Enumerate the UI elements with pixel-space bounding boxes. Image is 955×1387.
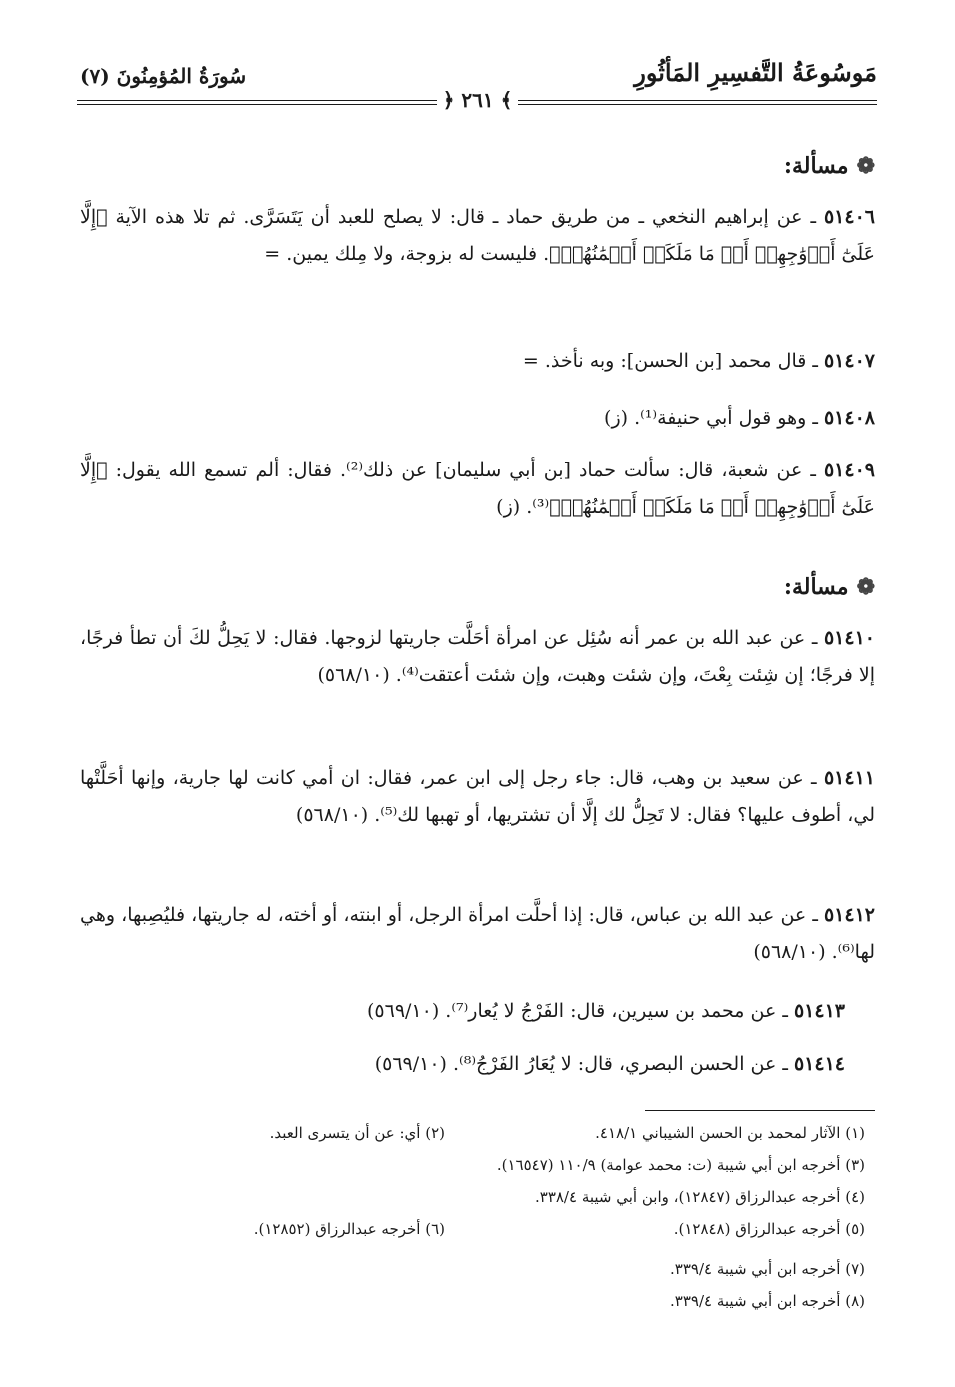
- flower-ornament-icon: ❁: [856, 574, 875, 600]
- footnote-7: (٧) أخرجه ابن أبي شيبة ٣٣٩/٤.: [670, 1260, 865, 1278]
- entry-number: ٥١٤٠٩: [823, 459, 875, 481]
- entry-51413: [80, 993, 845, 1030]
- footnote-1: (١) الآثار لمحمد بن الحسن الشيباني ٤١٨/١.: [595, 1124, 865, 1142]
- page-number: ﴾ ٢٦١ ﴿: [437, 88, 519, 112]
- entry-number: ٥١٤٠٦: [823, 206, 875, 228]
- entry-text: ـ عن شعبة، قال: سألت حماد [بن أبي سليمان] عن ذلك⁽²⁾. فقال: ألم تسمع الله يقول: ﴿إِلَّا عَلَىٰٓ أَزۡوَٰجِهِمۡ أَوۡ مَا مَلَكَتۡ أَيۡمَٰنُهُمۡ﴾⁽³⁾. (ز): [80, 459, 875, 518]
- footnote-8: (٨) أخرجه ابن أبي شيبة ٣٣٩/٤.: [670, 1292, 865, 1310]
- section-heading-1: ❁مسألة:: [783, 153, 875, 179]
- entry-number: ٥١٤١٠: [823, 627, 875, 649]
- entry-51410: [80, 620, 875, 694]
- entry-51409: [80, 452, 875, 526]
- header-rule-top: [77, 100, 877, 101]
- surah-title: سُورَةُ المُؤمِنُونَ (٧): [80, 64, 247, 88]
- footnote-2: (٢) أي: عن أن يتسرى العبد.: [269, 1124, 445, 1142]
- footnote-5: (٥) أخرجه عبدالرزاق (١٢٨٤٨).: [673, 1220, 865, 1238]
- entry-51408: [80, 400, 875, 437]
- entry-text: ـ عن عبد الله بن عباس، قال: إذا أحلَّت امرأة الرجل، أو ابنته، أو أخته، له جاريتها، فليُصِبها، وهي لها⁽⁶⁾. (٥٦٨/١٠): [80, 904, 875, 963]
- book-title: مَوسُوعَةُ التَّفسِيرِ المَأثُورِ: [634, 58, 877, 87]
- entry-text: ـ عن محمد بن سيرين، قال: الفَرْجُ لا يُعار⁽⁷⁾. (٥٦٩/١٠): [366, 1000, 794, 1022]
- entry-number: ٥١٤٠٧: [823, 350, 875, 372]
- flower-ornament-icon: ❁: [856, 153, 875, 179]
- entry-text: ـ عن سعيد بن وهب، قال: جاء رجل إلى ابن عمر، فقال: ان أمي كانت لها جارية، وإنها أحَلَّتْها لي، أطوف عليها؟ فقال: لا تَحِلُّ لك إلَّا أن تشتريها، أو تهبها لك⁽⁵⁾. (٥٦٨/١٠): [80, 767, 875, 826]
- entry-51407: [80, 343, 875, 380]
- entry-text: ـ عن عبد الله بن عمر أنه سُئِل عن امرأة أحَلَّت جاريتها لزوجها. فقال: لا يَحِلُّ لكَ أن تطأ فرجًا، إلا فرجًا؛ إن شِئت بِعْتَ، وإن شئت وهبت، وإن شئت أعتقت⁽⁴⁾. (٥٦٨/١٠): [80, 627, 875, 686]
- entry-51412: [80, 897, 875, 971]
- entry-number: ٥١٤١١: [823, 767, 875, 789]
- entry-51406: [80, 199, 875, 273]
- section-heading-2: ❁مسألة:: [783, 574, 875, 600]
- entry-text: ـ قال محمد [بن الحسن]: وبه نأخذ. =: [522, 350, 824, 372]
- footnote-6: (٦) أخرجه عبدالرزاق (١٢٨٥٢).: [253, 1220, 445, 1238]
- entry-text: ـ وهو قول أبي حنيفة⁽¹⁾. (ز): [604, 407, 824, 429]
- entry-text: ـ عن الحسن البصري، قال: لا يُعَارُ الفَرْجُ⁽⁸⁾. (٥٦٩/١٠): [374, 1053, 794, 1075]
- entry-number: ٥١٤١٤: [793, 1053, 845, 1075]
- entry-number: ٥١٤١٣: [793, 1000, 845, 1022]
- footnote-3: (٣) أخرجه ابن أبي شيبة (ت: محمد عوامة) ١١٠/٩ (١٦٥٤٧).: [496, 1156, 865, 1174]
- header-rule-bottom: [77, 104, 877, 105]
- entry-51411: [80, 760, 875, 834]
- entry-number: ٥١٤١٢: [823, 904, 875, 926]
- entry-51414: [80, 1046, 845, 1083]
- footnote-separator: [645, 1110, 875, 1111]
- footnote-4: (٤) أخرجه عبدالرزاق (١٢٨٤٧)، وابن أبي شيبة ٣٣٨/٤.: [534, 1188, 865, 1206]
- entry-number: ٥١٤٠٨: [823, 407, 875, 429]
- entry-text: ـ عن إبراهيم النخعي ـ من طريق حماد ـ قال: لا يصلح للعبد أن يَتَسَرَّى. ثم تلا هذه الآية ﴿إِلَّا عَلَىٰٓ أَزۡوَٰجِهِمۡ أَوۡ مَا مَلَكَتۡ أَيۡمَٰنُهُمۡ﴾. فليست له بزوجة، ولا مِلك يمين. =: [80, 206, 875, 265]
